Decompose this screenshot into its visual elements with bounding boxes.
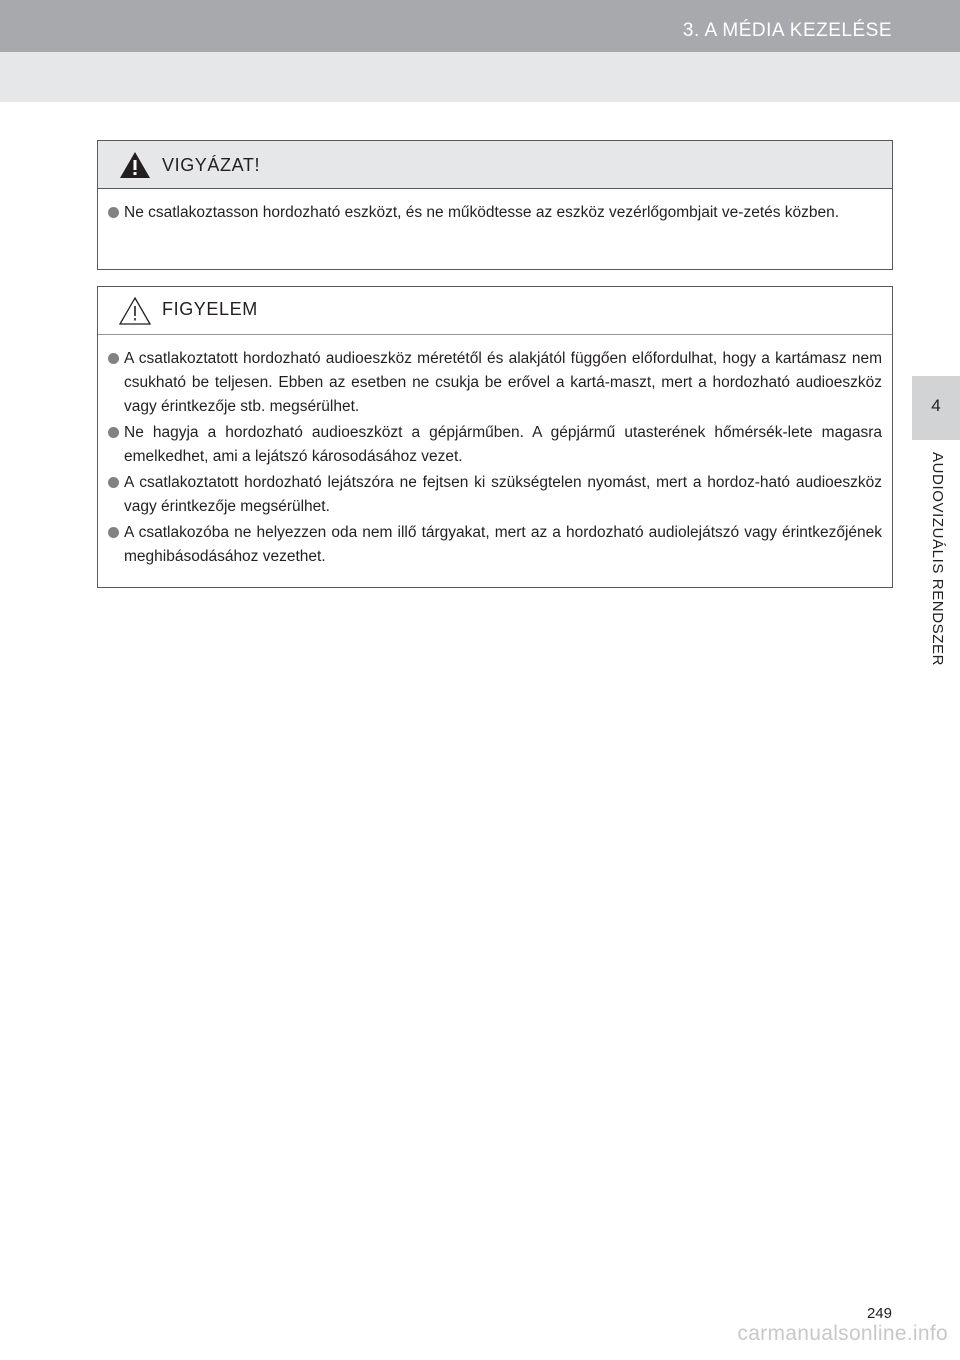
bullet-icon (108, 353, 119, 364)
chapter-label: AUDIOVIZUÁLIS RENDSZER (929, 452, 946, 667)
notice-title: FIGYELEM (162, 299, 258, 319)
header-sub-bar (0, 52, 960, 102)
bullet-icon (108, 207, 119, 218)
list-item (108, 347, 882, 419)
list-item-text: A csatlakozóba ne helyezzen oda nem illő tárgyakat, mert az a hordozható audiolejátszó vagy érintkezőjének meghibásodásához vezethet. (124, 524, 882, 565)
caution-title: VIGYÁZAT! (162, 155, 261, 175)
header-bar (0, 0, 960, 52)
warning-filled-icon (118, 150, 152, 180)
list-item-text: A csatlakoztatott hordozható lejátszóra ne fejtsen ki szükségtelen nyomást, mert a hordoz-ható audioeszköz vagy érintkezője megsérülhet. (124, 474, 882, 515)
watermark: carmanualsonline.info (737, 1322, 948, 1345)
caution-header (98, 141, 892, 189)
list-item (108, 201, 882, 225)
chapter-tab (912, 376, 960, 440)
list-item-text: Ne csatlakoztasson hordozható eszközt, és ne működtesse az eszköz vezérlőgombjait ve-zetés közben. (124, 204, 840, 221)
bullet-icon (108, 427, 119, 438)
list-item-text: A csatlakoztatott hordozható audioeszköz méretétől és alakjától függően előfordulhat, hogy a kartámasz nem csukható be teljesen. Ebben az esetben ne csukja be erővel a kartá-maszt, mert a hordozható audioeszköz vagy érintkezője stb. megsérülhet. (124, 350, 882, 415)
list-item (108, 421, 882, 469)
list-item-text: Ne hagyja a hordozható audioeszközt a gépjárműben. A gépjármű utasterének hőmérsék-lete magasra emelkedhet, ami a lejátszó károsodásához vezet. (124, 424, 882, 465)
caution-list (98, 189, 892, 225)
caution-box (97, 140, 893, 270)
list-item (108, 521, 882, 569)
warning-outline-icon (118, 296, 152, 326)
notice-box (97, 286, 893, 588)
section-title: 3. A MÉDIA KEZELÉSE (682, 20, 892, 41)
bullet-icon (108, 477, 119, 488)
page-number: 249 (866, 1305, 892, 1322)
notice-header (98, 287, 892, 335)
notice-list (98, 335, 892, 569)
list-item (108, 471, 882, 519)
bullet-icon (108, 527, 119, 538)
chapter-number: 4 (931, 396, 941, 415)
